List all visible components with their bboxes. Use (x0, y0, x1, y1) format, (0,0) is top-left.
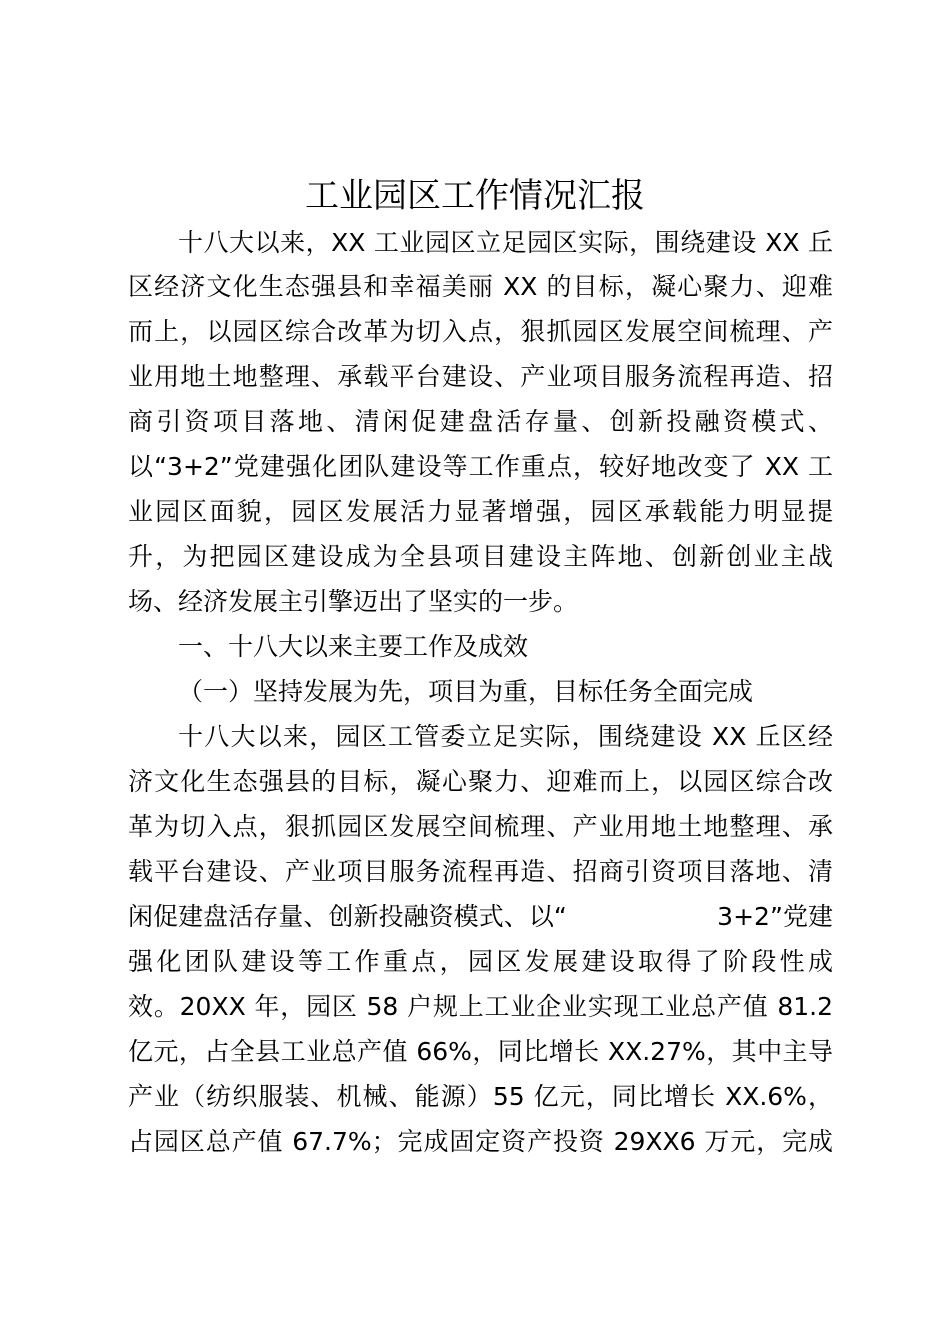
paragraph-line: 业园区面貌，园区发展活力显著增强，园区承载能力明显提 (128, 497, 833, 526)
paragraph-line: 占园区总产值 67.7%；完成固定资产投资 29XX6 万元，完成 (128, 1127, 833, 1156)
paragraph-line: 济文化生态强县的目标，凝心聚力、迎难而上，以园区综合改 (128, 767, 833, 796)
paragraph-line: 产业（纺织服装、机械、能源）55 亿元，同比增长 XX.6%， (128, 1082, 833, 1111)
paragraph-line: 业用地土地整理、承载平台建设、产业项目服务流程再造、招 (128, 362, 833, 391)
paragraph-line: 十八大以来，园区工管委立足实际，围绕建设 XX 丘区经 (178, 722, 833, 751)
paragraph-line: 效。20XX 年，园区 58 户规上工业企业实现工业总产值 81.2 (128, 992, 833, 1021)
subsection-heading: （一）坚持发展为先，项目为重，目标任务全面完成 (178, 677, 754, 706)
paragraph-line: 载平台建设、产业项目服务流程再造、招商引资项目落地、清 (128, 857, 833, 886)
paragraph-line: 闲促建盘活存量、创新投融资模式、以“ 3+2”党建 (128, 902, 833, 931)
document-title: 工业园区工作情况汇报 (305, 176, 645, 216)
paragraph-line: 区经济文化生态强县和幸福美丽 XX 的目标，凝心聚力、迎难 (128, 272, 833, 301)
paragraph-line: 革为切入点，狠抓园区发展空间梳理、产业用地土地整理、承 (128, 812, 833, 841)
paragraph-line: 十八大以来，XX 工业园区立足园区实际，围绕建设 XX 丘 (178, 228, 833, 257)
section-heading: 一、十八大以来主要工作及成效 (178, 632, 529, 661)
paragraph-line: 强化团队建设等工作重点，园区发展建设取得了阶段性成 (128, 947, 833, 976)
paragraph-line: 场、经济发展主引擎迈出了坚实的一步。 (128, 587, 579, 616)
paragraph-line: 以“3+2”党建强化团队建设等工作重点，较好地改变了 XX 工 (128, 452, 833, 481)
paragraph-line: 商引资项目落地、清闲促建盘活存量、创新投融资模式、 (128, 407, 833, 436)
paragraph-line: 升，为把园区建设成为全县项目建设主阵地、创新创业主战 (128, 542, 833, 571)
paragraph-line: 而上，以园区综合改革为切入点，狠抓园区发展空间梳理、产 (128, 317, 833, 346)
paragraph-line: 亿元，占全县工业总产值 66%，同比增长 XX.27%，其中主导 (128, 1037, 833, 1066)
